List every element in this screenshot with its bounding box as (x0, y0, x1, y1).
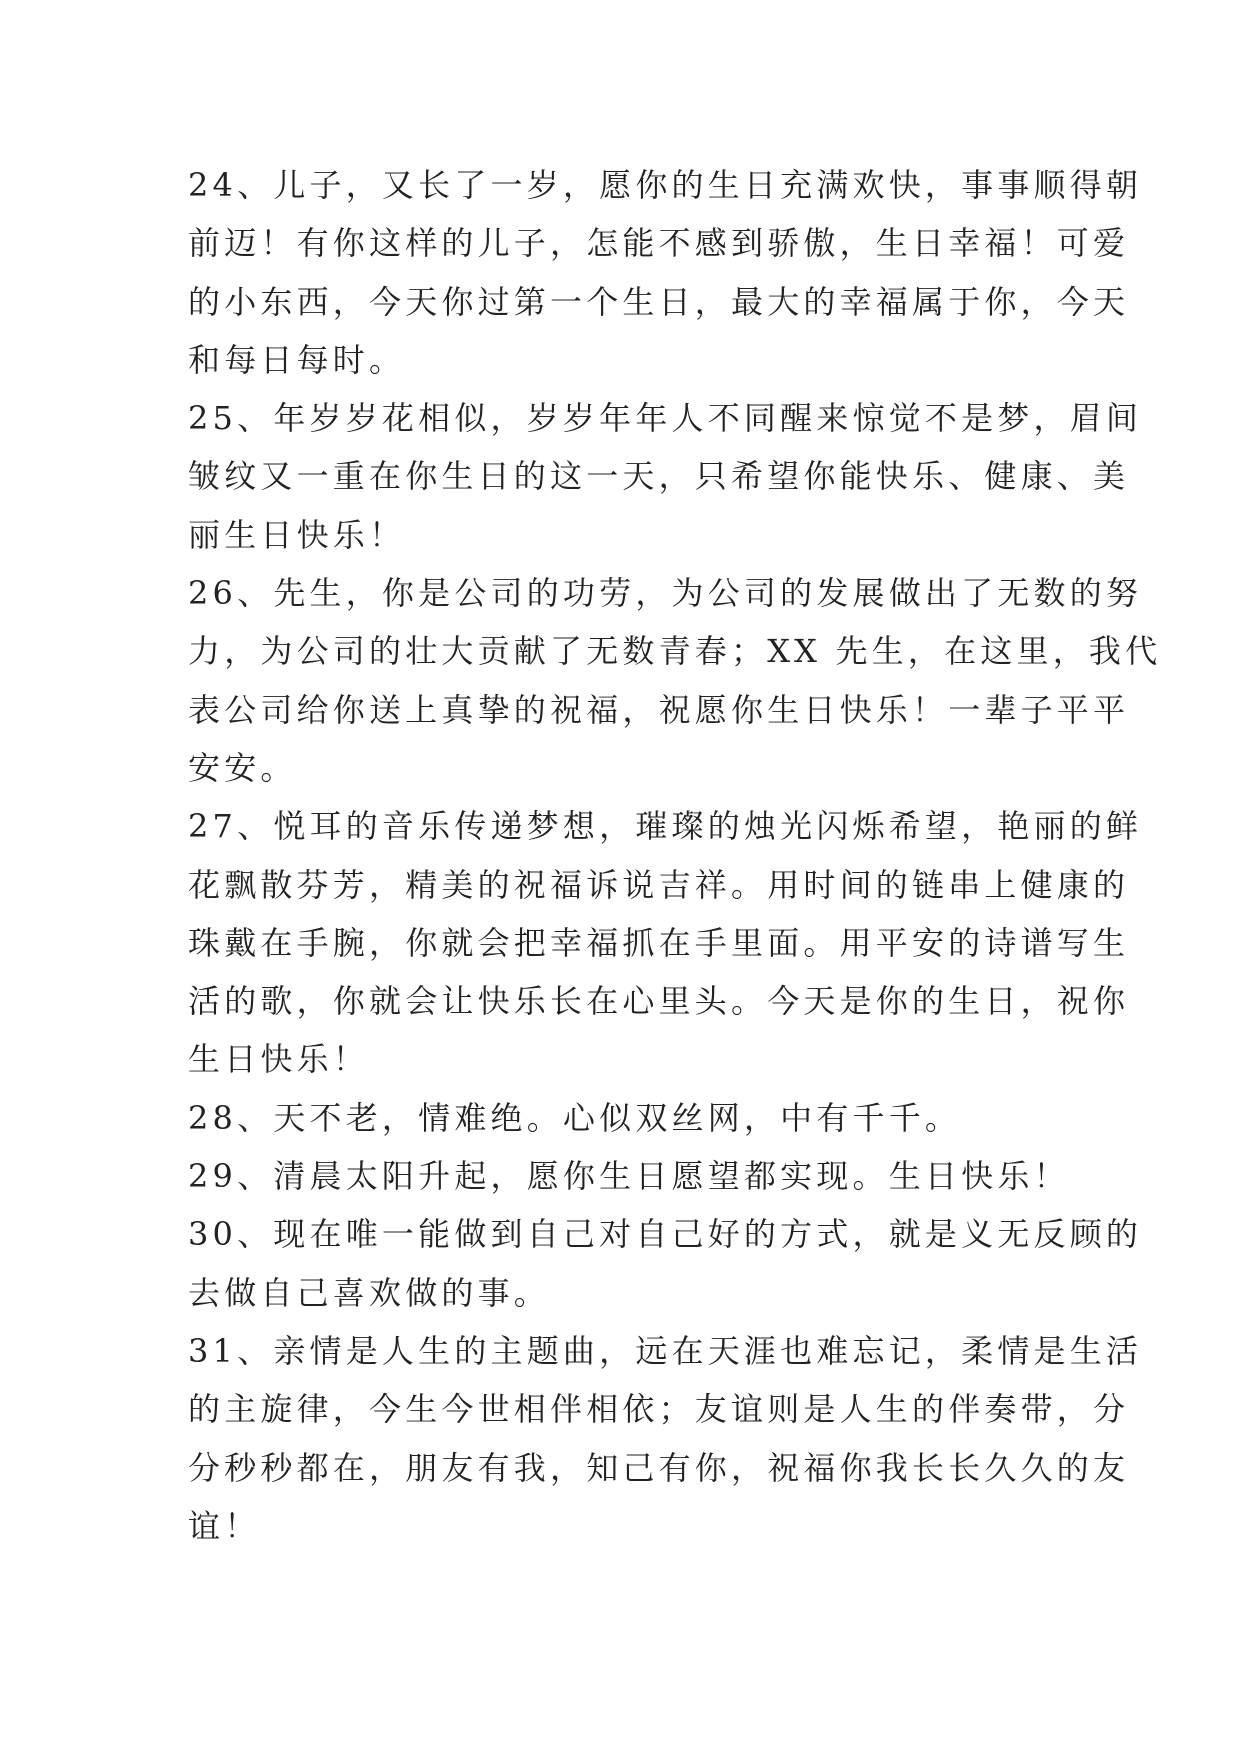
text-line-20: 去做自己喜欢做的事。 (188, 1273, 551, 1312)
text-line-21: 31、亲情是人生的主题曲，远在天涯也难忘记，柔情是生活 (188, 1331, 1143, 1370)
text-line-15: 活的歌，你就会让快乐长在心里头。今天是你的生日，祝你 (188, 982, 1130, 1021)
text-line-1: 24、儿子，又长了一岁，愿你的生日充满欢快，事事顺得朝 (188, 166, 1143, 204)
text-line-11: 安安。 (188, 748, 297, 787)
text-line-17: 28、天不老，情难绝。心似双丝网，中有千千。 (188, 1098, 962, 1137)
text-line-4: 和每日每时。 (188, 340, 406, 379)
text-line-13: 花飘散芬芳，精美的祝福诉说吉祥。用时间的链串上健康的 (188, 865, 1130, 904)
text-line-10: 表公司给你送上真挚的祝福，祝愿你生日快乐！一辈子平平 (188, 690, 1130, 729)
text-line-22: 的主旋律，今生今世相伴相依；友谊则是人生的伴奏带，分 (188, 1390, 1130, 1429)
text-line-24: 谊！ (188, 1506, 261, 1545)
text-line-3: 的小东西，今天你过第一个生日，最大的幸福属于你，今天 (188, 282, 1130, 321)
text-line-23: 分秒秒都在，朋友有我，知己有你，祝福你我长长久久的友 (188, 1448, 1130, 1487)
text-line-19: 30、现在唯一能做到自己对自己好的方式，就是义无反顾的 (188, 1215, 1143, 1254)
text-line-16: 生日快乐！ (188, 1040, 370, 1079)
text-line-9: 力，为公司的壮大贡献了无数青春；XX 先生，在这里，我代 (188, 632, 1162, 671)
text-line-2: 前迈！有你这样的儿子，怎能不感到骄傲，生日幸福！可爱 (188, 224, 1130, 263)
text-line-6: 皱纹又一重在你生日的这一天，只希望你能快乐、健康、美 (188, 457, 1130, 496)
text-line-7: 丽生日快乐！ (188, 515, 406, 554)
document-body (188, 156, 1162, 1555)
text-line-18: 29、清晨太阳升起，愿你生日愿望都实现。生日快乐！ (188, 1157, 1070, 1196)
text-line-14: 珠戴在手腕，你就会把幸福抓在手里面。用平安的诗谱写生 (188, 923, 1130, 962)
text-line-8: 26、先生，你是公司的功劳，为公司的发展做出了无数的努 (188, 574, 1143, 613)
text-line-5: 25、年岁岁花相似，岁岁年年人不同醒来惊觉不是梦，眉间 (188, 399, 1143, 438)
text-line-12: 27、悦耳的音乐传递梦想，璀璨的烛光闪烁希望，艳丽的鲜 (188, 807, 1143, 846)
